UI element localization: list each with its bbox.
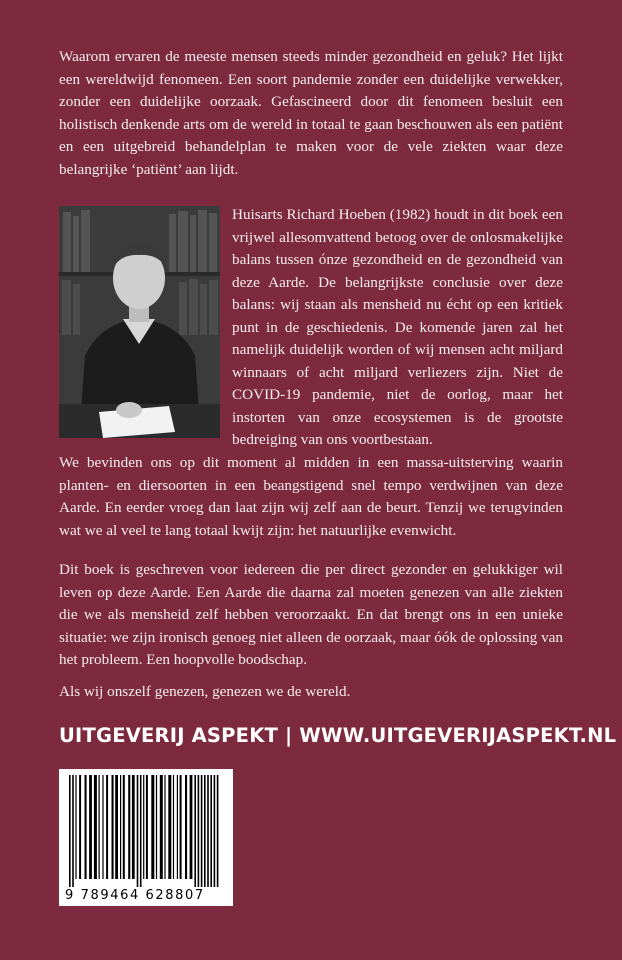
author-paragraph-full bbox=[59, 452, 563, 542]
barcode-bar bbox=[185, 775, 187, 879]
barcode-bar bbox=[164, 775, 165, 879]
barcode-bar bbox=[201, 775, 203, 887]
barcode-bar bbox=[194, 775, 196, 887]
barcode-bar bbox=[99, 775, 100, 879]
barcode-bar bbox=[198, 775, 200, 887]
barcode-bar bbox=[137, 775, 139, 887]
barcode-bar bbox=[140, 775, 142, 887]
barcode-bar bbox=[132, 775, 135, 879]
barcode-bar bbox=[69, 775, 71, 887]
barcode-bar bbox=[128, 775, 130, 879]
barcode-bar bbox=[146, 775, 148, 879]
barcode-bar bbox=[123, 775, 125, 879]
barcode-bar bbox=[210, 775, 212, 887]
barcode-bar bbox=[207, 775, 209, 887]
barcode-bar bbox=[204, 775, 206, 887]
barcode-bar bbox=[177, 775, 178, 879]
barcode-bar bbox=[102, 775, 103, 879]
intro-paragraph bbox=[59, 46, 563, 181]
author-photo bbox=[59, 206, 220, 438]
publisher-line: UITGEVERIJ ASPEKT | WWW.UITGEVERIJASPEKT.NL bbox=[59, 724, 617, 747]
barcode-bar bbox=[94, 775, 97, 879]
barcode-bar bbox=[72, 775, 74, 887]
isbn-digits: 9 789464 628807 bbox=[65, 888, 205, 903]
barcode-bar bbox=[180, 775, 182, 879]
barcode-bar bbox=[75, 775, 76, 879]
barcode-bar bbox=[120, 775, 121, 879]
author-paragraph-side bbox=[232, 204, 563, 452]
barcode-bar bbox=[79, 775, 81, 879]
closing-line bbox=[59, 681, 563, 704]
barcode-bar bbox=[160, 775, 163, 879]
author-text-full: We bevinden ons op dit moment al midden in een massa-uitsterving waarin planten- en diersoorten in een beangstigend snel tempo verdwijnen van deze Aarde. En eerder vroeg dan laat zijn wij zelf aan de beurt. Tenzij we terugvinden wat we al veel te lang totaal kwijt zijn: het natuurlijke evenwicht. bbox=[59, 454, 563, 539]
barcode-bar bbox=[115, 775, 118, 879]
barcode-bar bbox=[190, 775, 193, 879]
audience-text: Dit boek is geschreven voor iedereen die per direct gezonder en gelukkiger wil leven op deze Aarde. Een Aarde die daarna zal moeten genezen van alle ziekten die we als mensheid zelf hebben veroorzaakt. En dat brengt ons in een unieke situatie: we zijn ironisch genoeg niet alleen de oorzaak, maar óók de oplossing van het probleem. Een hoopvolle boodschap. bbox=[59, 561, 563, 668]
barcode-bar bbox=[143, 775, 144, 879]
barcode-bar bbox=[214, 775, 216, 887]
barcode-bar bbox=[173, 775, 174, 879]
author-text-side: Huisarts Richard Hoeben (1982) houdt in dit boek een vrijwel allesomvattend betoog over de onlosmakelijke balans tussen ónze gezondheid en de gezondheid van deze Aarde. De belangrijkste conclusie over deze balans: wij staan als mensheid nu écht op een kritiek punt in de geschiedenis. De komende jaren zal het namelijk duidelijk worden of wij mensen acht miljard winnaars of acht miljard verliezers zijn. Niet de COVID-19 pandemie, niet de oorlog, maar het instorten van onze ecosystemen is de grootste bedreiging van ons voortbestaan. bbox=[232, 206, 563, 448]
barcode-bar bbox=[156, 775, 157, 879]
barcode-bar bbox=[89, 775, 92, 879]
barcode-bar bbox=[168, 775, 171, 879]
barcode-bar bbox=[106, 775, 108, 879]
barcode-bar bbox=[217, 775, 219, 887]
barcode-bar bbox=[112, 775, 114, 879]
barcode-bar bbox=[85, 775, 87, 879]
audience-paragraph bbox=[59, 559, 563, 672]
closing-text: Als wij onszelf genezen, genezen we de wereld. bbox=[59, 683, 351, 700]
isbn-barcode bbox=[59, 769, 233, 906]
barcode-bar bbox=[151, 775, 154, 879]
intro-text: Waarom ervaren de meeste mensen steeds minder gezondheid en geluk? Het lijkt een wereldwijd fenomeen. Een soort pandemie zonder een duidelijke verwekker, zonder een duidelijke oorzaak. Gefascineerd door dit fenomeen besluit een holistisch denkende arts om de wereld in totaal te gaan beschouwen als een patiënt en een uitgebreid behandelplan te maken voor de vele ziekten waar deze belangrijke ‘patiënt’ aan lijdt. bbox=[59, 48, 563, 178]
